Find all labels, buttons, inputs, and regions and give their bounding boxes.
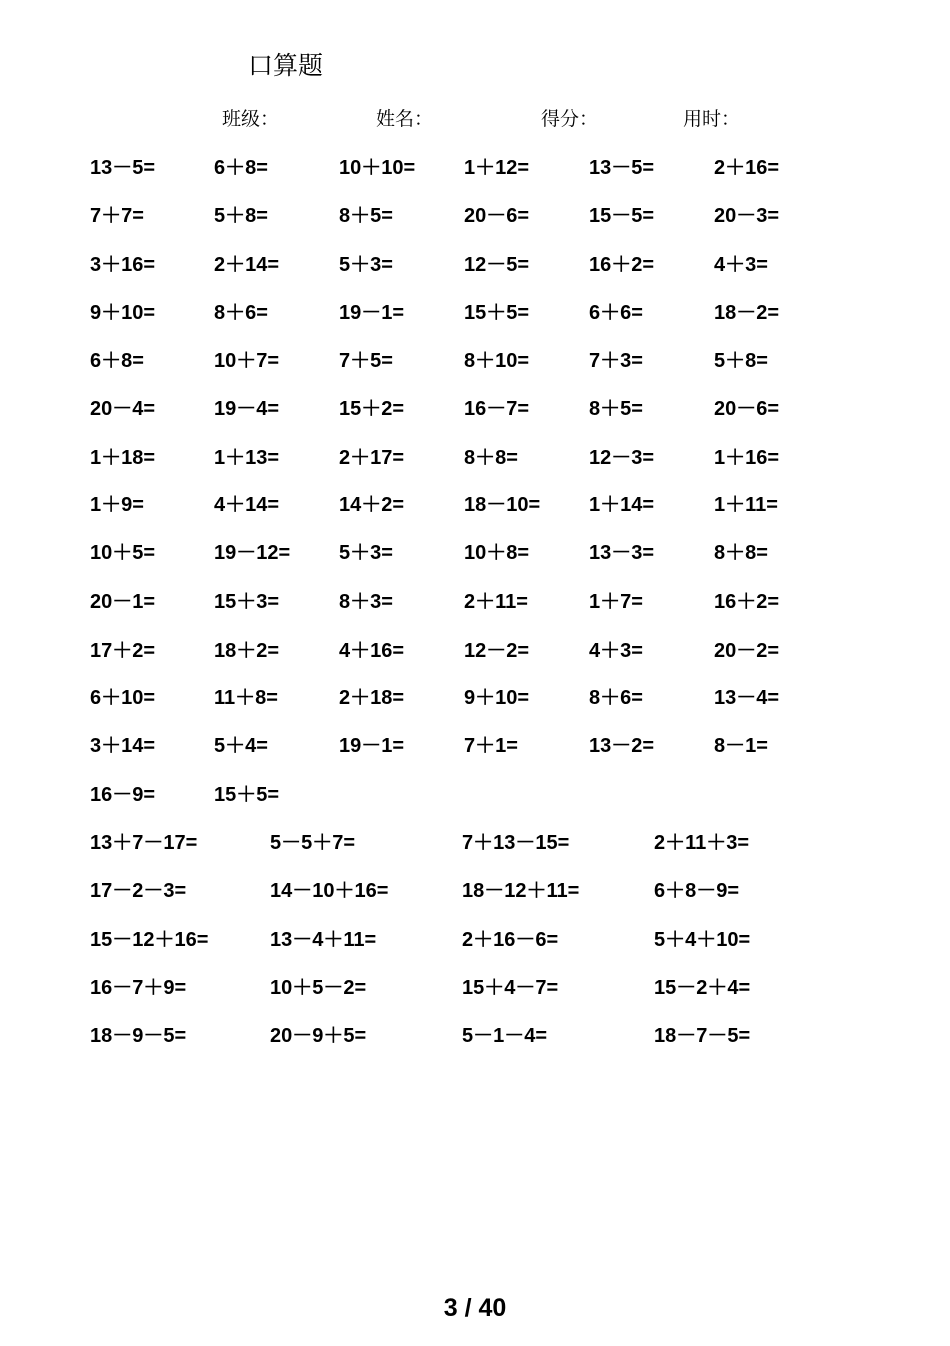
problem-item: 5＋3= <box>339 254 393 276</box>
problem-item: 15＋5= <box>214 784 280 806</box>
problem-item: 15－2＋4= <box>654 977 751 999</box>
problem-item: 5＋4＋10= <box>654 929 751 951</box>
problem-item: 13－2= <box>589 735 655 757</box>
problem-item: 16－7= <box>464 398 530 420</box>
worksheet-title: 口算题 <box>248 51 324 80</box>
problem-item: 8＋5= <box>589 398 643 420</box>
problem-item: 20－6= <box>714 398 780 420</box>
problem-item: 4＋3= <box>589 640 643 662</box>
problem-item: 2＋17= <box>339 447 405 469</box>
problem-item: 13－4= <box>714 687 780 709</box>
problem-item: 8＋8= <box>464 447 518 469</box>
problem-item: 17＋2= <box>90 640 156 662</box>
problem-item: 8＋5= <box>339 205 393 227</box>
problem-item: 19－4= <box>214 398 280 420</box>
problem-item: 7＋3= <box>589 350 643 372</box>
problem-item: 19－12= <box>214 542 291 564</box>
problem-item: 15＋3= <box>214 591 280 613</box>
name-label: 姓名： <box>376 108 434 130</box>
problem-item: 15－5= <box>589 205 655 227</box>
problem-item: 10＋5= <box>90 542 156 564</box>
problem-item: 7＋13－15= <box>462 832 570 854</box>
problem-item: 8＋6= <box>589 687 643 709</box>
problem-item: 1＋9= <box>90 494 144 516</box>
problem-item: 3＋14= <box>90 735 156 757</box>
problem-item: 8＋6= <box>214 302 268 324</box>
problem-item: 2＋11＋3= <box>654 832 750 854</box>
problem-item: 20－1= <box>90 591 156 613</box>
problem-item: 6＋6= <box>589 302 643 324</box>
problem-item: 2＋11= <box>464 591 528 613</box>
problem-item: 10＋10= <box>339 157 416 179</box>
problem-item: 7＋7= <box>90 205 144 227</box>
problem-item: 18＋2= <box>214 640 280 662</box>
problem-item: 8＋8= <box>714 542 768 564</box>
problem-item: 5－5＋7= <box>270 832 356 854</box>
problem-item: 16－7＋9= <box>90 977 187 999</box>
problem-item: 10＋5－2= <box>270 977 367 999</box>
problem-item: 16＋2= <box>714 591 780 613</box>
problem-item: 1＋11= <box>714 494 778 516</box>
problem-item: 12－3= <box>589 447 655 469</box>
problem-item: 15－12＋16= <box>90 929 209 951</box>
problem-item: 5－1－4= <box>462 1025 548 1047</box>
problem-item: 1＋16= <box>714 447 780 469</box>
score-label: 得分： <box>541 108 599 130</box>
problem-item: 15＋2= <box>339 398 405 420</box>
problem-item: 1＋13= <box>214 447 280 469</box>
problem-item: 8＋3= <box>339 591 393 613</box>
problem-item: 14－10＋16= <box>270 880 389 902</box>
problem-item: 10＋8= <box>464 542 530 564</box>
problem-item: 1＋18= <box>90 447 156 469</box>
problem-item: 12－2= <box>464 640 530 662</box>
problem-item: 11＋8= <box>214 687 278 709</box>
problem-item: 15＋5= <box>464 302 530 324</box>
problem-item: 13－5= <box>589 157 655 179</box>
problem-item: 15＋4－7= <box>462 977 559 999</box>
problem-item: 5＋4= <box>214 735 268 757</box>
problem-item: 1＋14= <box>589 494 655 516</box>
problem-item: 8－1= <box>714 735 768 757</box>
problem-item: 18－9－5= <box>90 1025 187 1047</box>
problem-item: 16－9= <box>90 784 156 806</box>
problem-item: 9＋10= <box>464 687 530 709</box>
problem-item: 6＋8= <box>214 157 268 179</box>
problem-item: 13－4＋11= <box>270 929 377 951</box>
problem-item: 14＋2= <box>339 494 405 516</box>
problem-item: 8＋10= <box>464 350 530 372</box>
problem-item: 20－2= <box>714 640 780 662</box>
problem-item: 19－1= <box>339 302 405 324</box>
problem-item: 7＋1= <box>464 735 518 757</box>
problem-item: 13－5= <box>90 157 156 179</box>
problem-item: 2＋14= <box>214 254 280 276</box>
problem-item: 6＋8= <box>90 350 144 372</box>
problem-item: 3＋16= <box>90 254 156 276</box>
problem-item: 17－2－3= <box>90 880 187 902</box>
problem-item: 6＋8－9= <box>654 880 740 902</box>
problem-item: 4＋14= <box>214 494 280 516</box>
problem-item: 20－6= <box>464 205 530 227</box>
problem-item: 1＋7= <box>589 591 643 613</box>
problem-item: 4＋16= <box>339 640 405 662</box>
problem-item: 16＋2= <box>589 254 655 276</box>
problem-item: 20－3= <box>714 205 780 227</box>
problem-item: 7＋5= <box>339 350 393 372</box>
problem-item: 1＋12= <box>464 157 530 179</box>
problem-item: 19－1= <box>339 735 405 757</box>
problem-item: 2＋18= <box>339 687 405 709</box>
problem-item: 5＋8= <box>214 205 268 227</box>
problem-item: 18－7－5= <box>654 1025 751 1047</box>
time-label: 用时： <box>683 108 741 130</box>
class-label: 班级： <box>222 108 280 130</box>
problem-item: 18－10= <box>464 494 541 516</box>
problem-item: 12－5= <box>464 254 530 276</box>
problem-item: 13＋7－17= <box>90 832 198 854</box>
problem-item: 18－12＋11= <box>462 880 580 902</box>
problem-item: 2＋16= <box>714 157 780 179</box>
problem-item: 10＋7= <box>214 350 280 372</box>
page-number: 3 / 40 <box>443 1294 507 1322</box>
problem-item: 20－4= <box>90 398 156 420</box>
problem-item: 18－2= <box>714 302 780 324</box>
problem-item: 5＋8= <box>714 350 768 372</box>
problem-item: 6＋10= <box>90 687 156 709</box>
problem-item: 20－9＋5= <box>270 1025 367 1047</box>
problem-item: 13－3= <box>589 542 655 564</box>
problem-item: 4＋3= <box>714 254 768 276</box>
problem-item: 5＋3= <box>339 542 393 564</box>
problem-item: 2＋16－6= <box>462 929 559 951</box>
problem-item: 9＋10= <box>90 302 156 324</box>
